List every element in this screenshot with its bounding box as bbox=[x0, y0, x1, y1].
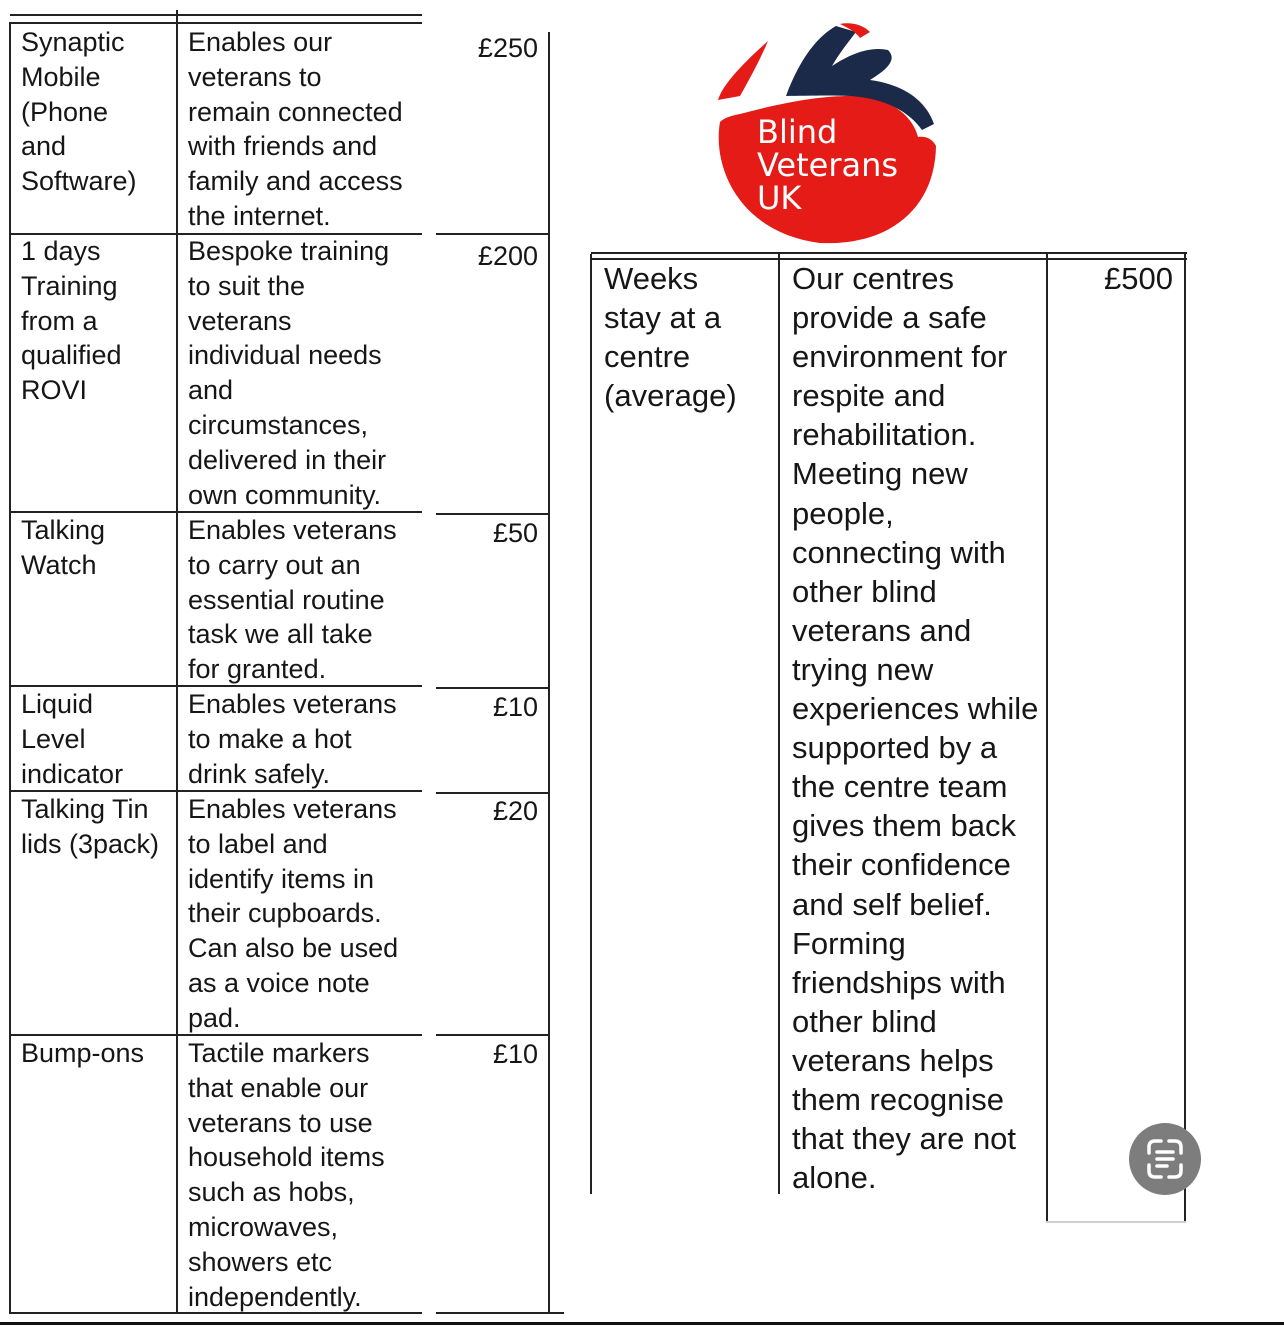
table-row-line bbox=[1046, 1221, 1186, 1223]
table-row-item: Weeks stay at a centre (average) bbox=[604, 261, 737, 414]
live-text-scan-icon bbox=[1129, 1123, 1201, 1195]
table-row-description: Enables veterans to label and identify items in their cupboards. Can also be used as a voice note pad. bbox=[188, 794, 399, 1033]
table-rule bbox=[591, 252, 1187, 254]
table-row-line bbox=[436, 513, 550, 515]
table-column-line bbox=[778, 252, 780, 1194]
table-row-item: Talking Tin lids (3pack) bbox=[21, 794, 160, 859]
table-column-line bbox=[9, 22, 11, 1314]
table-column-line bbox=[1184, 252, 1186, 1222]
table-row-price: £200 bbox=[477, 241, 538, 271]
table-row-description: Tactile markers that enable our veterans to use household items such as hobs, microwaves, showers etc independently. bbox=[188, 1038, 385, 1312]
logo-wordmark: Blind Veterans UK bbox=[757, 113, 899, 217]
table-column-line bbox=[1046, 252, 1048, 1222]
live-text-scan-button[interactable] bbox=[1129, 1123, 1201, 1195]
table-row-item: 1 days Training from a qualified ROVI bbox=[21, 236, 122, 406]
table-row-item: Liquid Level indicator bbox=[21, 689, 124, 789]
table-row-description: Enables veterans to make a hot drink safely. bbox=[188, 689, 397, 789]
table-row-item: Synaptic Mobile (Phone and Software) bbox=[21, 27, 137, 197]
table-row-price: £10 bbox=[492, 692, 538, 722]
table-row-price: £10 bbox=[492, 1039, 538, 1069]
table-row-item: Bump-ons bbox=[21, 1038, 145, 1068]
table-row-line bbox=[436, 1312, 564, 1314]
table-row-description: Our centres provide a safe environment for respite and rehabilitation. Meeting new people, connecting with other blind veterans and trying new experiences while supported by a the centre team gives them back their confidence and self belief. Forming friendships with other blind veterans helps them recognise that they are not alone. bbox=[792, 261, 1039, 1196]
table-row-description: Enables veterans to carry out an essential routine task we all take for granted. bbox=[188, 515, 397, 685]
table-row-price: £50 bbox=[492, 518, 538, 548]
table-row-item: Talking Watch bbox=[21, 515, 106, 580]
table-column-line bbox=[176, 10, 178, 1314]
table-row-price: £500 bbox=[1104, 261, 1173, 296]
table-row-price: £20 bbox=[492, 796, 538, 826]
table-rule bbox=[10, 14, 422, 16]
table-column-line bbox=[590, 254, 592, 1194]
table-row-line bbox=[436, 687, 550, 689]
table-row-description: Enables our veterans to remain connected with friends and family and access the internet. bbox=[188, 27, 403, 231]
table-row-price: £250 bbox=[477, 33, 538, 63]
table-row-line bbox=[436, 233, 550, 235]
table-row-description: Bespoke training to suit the veterans individual needs and circumstances, delivered in their own community. bbox=[188, 236, 390, 510]
table-rule bbox=[10, 22, 422, 24]
page-bottom-rule bbox=[0, 1322, 1284, 1325]
table-column-line bbox=[548, 32, 550, 1314]
table-row-line bbox=[436, 1034, 550, 1036]
